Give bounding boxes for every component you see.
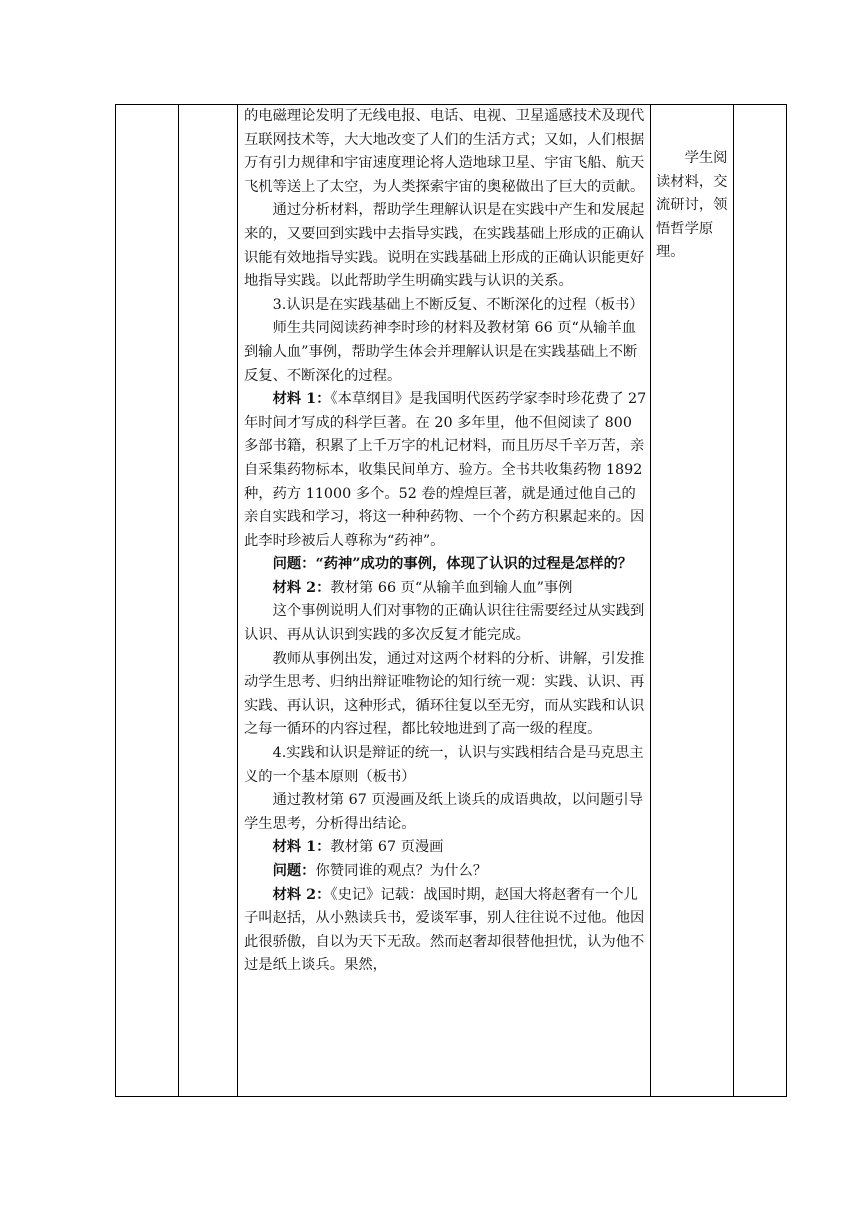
question-paragraph [244, 860, 648, 884]
student-activity-text: 学生阅读材料，交流研讨，领悟哲学原理。 [656, 150, 728, 261]
material-paragraph [244, 577, 648, 601]
paragraph: 这个事例说明人们对事物的正确认识往往需要经过从实践到认识、再从认识到实践的多次反复才能完成。 [244, 603, 645, 644]
paragraph: 师生共同阅读药神李时珍的材料及教材第 66 页“从输羊血到输人血”事例，帮助学生体会并理解认识是在实践基础上不断反复、不断深化的过程。 [244, 320, 638, 384]
material-text: 教材第 67 页漫画 [330, 839, 444, 856]
material-text: 《本草纲目》是我国明代医药学家李时珍花费了 27 年时间才写成的科学巨著。在 20 多年里，他不但阅读了 800 多部书籍，积累了上千万字的札记材料，而且历尽千辛万苦，亲自采集药物标本，收集民间单方、验方。全书共收集药物 1892 种，药方 11000 多个。52 卷的煌煌巨著，就是通过他自己的亲自实践和学习，将这一种种药物、一个个药方积累起来的。因此李时珍被后人尊称为“药神”。 [244, 391, 647, 549]
section-heading: 3.认识是在实践基础上不断反复、不断深化的过程（板书） [272, 296, 644, 313]
material-paragraph [244, 884, 648, 978]
paragraph: 的电磁理论发明了无线电报、电话、电视、卫星遥感技术及现代互联网技术等，大大地改变了人们的生活方式；又如，人们根据万有引力规律和宇宙速度理论将人造地球卫星、宇宙飞船、航天飞机等送上了太空，为人类探索宇宙的奥秘做出了巨大的贡献。 [244, 108, 645, 195]
lesson-table [115, 104, 787, 1097]
material-paragraph [244, 388, 648, 553]
column-divider [178, 105, 179, 1096]
material-label: 材料 1： [272, 839, 331, 856]
paragraph: 教师从事例出发，通过对这两个材料的分析、讲解，引发推动学生思考、归纳出辩证唯物论的知行统一观：实践、认识、再实践、再认识，这种形式，循环往复以至无穷，而从实践和认识之每一循环的内容过程，都比较地进到了高一级的程度。 [244, 650, 645, 738]
material-paragraph [244, 836, 648, 860]
material-label: 材料 2： [272, 579, 331, 596]
question-text: 你赞同谁的观点？为什么？ [315, 863, 488, 879]
material-text: 教材第 66 页“从输羊血到输人血”事例 [330, 579, 573, 596]
material-label: 材料 1： [272, 391, 331, 408]
paragraph: 通过分析材料，帮助学生理解认识是在实践中产生和发展起来的，又要回到实践中去指导实践，在实践基础上形成的正确认识能有效地指导实践。说明在实践基础上形成的正确认识能更好地指导实践。以此帮助学生明确实践与认识的关系。 [244, 202, 645, 290]
student-activity-column [652, 147, 740, 265]
paragraph: 通过教材第 67 页漫画及纸上谈兵的成语典故，以问题引导学生思考，分析得出结论。 [244, 792, 643, 832]
question-paragraph: 问题：“药神”成功的事例，体现了认识的过程是怎样的？ [272, 556, 633, 573]
section-heading: 4.实践和认识是辩证的统一，认识与实践相结合是马克思主义的一个基本原则（板书） [244, 745, 644, 785]
material-text: 《史记》记载：战国时期，赵国大将赵奢有一个儿子叫赵括，从小熟读兵书，爱谈军事，别人往往说不过他。他因此很骄傲，自以为天下无敌。然而赵奢却很替他担忧，认为他不过是纸上谈兵。果然， [244, 886, 645, 974]
material-label: 材料 2： [272, 886, 331, 903]
question-label: 问题： [272, 863, 316, 879]
teaching-content-column [238, 105, 654, 978]
